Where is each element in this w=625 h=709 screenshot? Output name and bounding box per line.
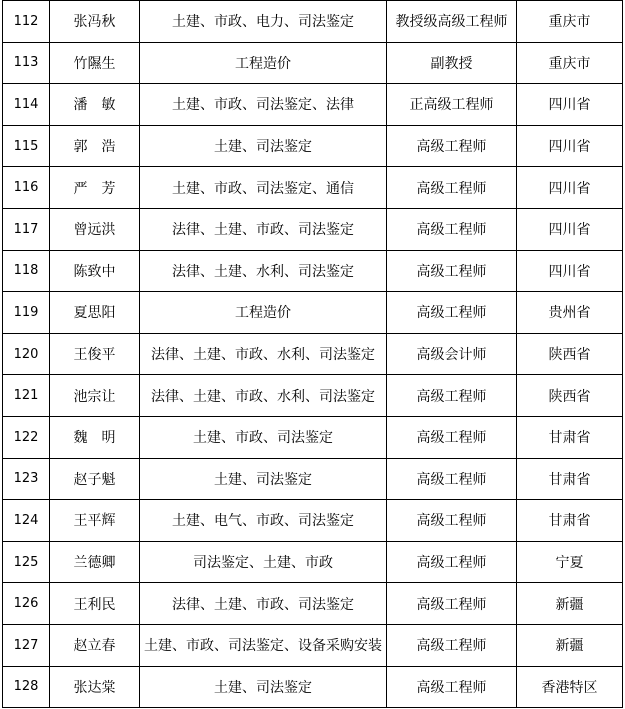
table-row <box>3 167 623 209</box>
expert-name-cell: 王平辉 <box>50 500 140 542</box>
specialty-field-cell: 法律、土建、市政、水利、司法鉴定 <box>140 375 387 417</box>
row-number-cell: 126 <box>3 583 50 625</box>
specialty-field-cell: 土建、市政、司法鉴定、设备采购安装 <box>140 624 387 666</box>
expert-table <box>2 0 623 708</box>
row-number-cell: 121 <box>3 375 50 417</box>
professional-title-cell: 高级工程师 <box>387 208 517 250</box>
row-number-cell: 114 <box>3 84 50 126</box>
expert-name-cell: 魏 明 <box>50 416 140 458</box>
expert-name-cell: 池宗让 <box>50 375 140 417</box>
professional-title-cell: 高级工程师 <box>387 541 517 583</box>
table-row <box>3 541 623 583</box>
specialty-field-cell: 法律、土建、水利、司法鉴定 <box>140 250 387 292</box>
region-cell: 四川省 <box>517 84 623 126</box>
region-cell: 香港特区 <box>517 666 623 708</box>
row-number-cell: 124 <box>3 500 50 542</box>
specialty-field-cell: 司法鉴定、土建、市政 <box>140 541 387 583</box>
specialty-field-cell: 土建、市政、电力、司法鉴定 <box>140 1 387 43</box>
table-row <box>3 583 623 625</box>
region-cell: 新疆 <box>517 624 623 666</box>
specialty-field-cell: 法律、土建、市政、水利、司法鉴定 <box>140 333 387 375</box>
table-row <box>3 416 623 458</box>
table-row <box>3 42 623 84</box>
professional-title-cell: 高级工程师 <box>387 624 517 666</box>
professional-title-cell: 高级工程师 <box>387 500 517 542</box>
table-row <box>3 84 623 126</box>
professional-title-cell: 高级工程师 <box>387 375 517 417</box>
professional-title-cell: 正高级工程师 <box>387 84 517 126</box>
professional-title-cell: 高级工程师 <box>387 666 517 708</box>
region-cell: 陕西省 <box>517 375 623 417</box>
specialty-field-cell: 土建、司法鉴定 <box>140 666 387 708</box>
region-cell: 重庆市 <box>517 42 623 84</box>
table-row <box>3 624 623 666</box>
region-cell: 甘肃省 <box>517 416 623 458</box>
specialty-field-cell: 法律、土建、市政、司法鉴定 <box>140 583 387 625</box>
specialty-field-cell: 工程造价 <box>140 42 387 84</box>
expert-name-cell: 郭 浩 <box>50 125 140 167</box>
professional-title-cell: 高级工程师 <box>387 250 517 292</box>
row-number-cell: 122 <box>3 416 50 458</box>
expert-name-cell: 竹隰生 <box>50 42 140 84</box>
row-number-cell: 115 <box>3 125 50 167</box>
professional-title-cell: 高级会计师 <box>387 333 517 375</box>
expert-name-cell: 潘 敏 <box>50 84 140 126</box>
row-number-cell: 128 <box>3 666 50 708</box>
expert-name-cell: 赵子魁 <box>50 458 140 500</box>
row-number-cell: 125 <box>3 541 50 583</box>
row-number-cell: 113 <box>3 42 50 84</box>
specialty-field-cell: 法律、土建、市政、司法鉴定 <box>140 208 387 250</box>
professional-title-cell: 副教授 <box>387 42 517 84</box>
professional-title-cell: 高级工程师 <box>387 167 517 209</box>
region-cell: 四川省 <box>517 208 623 250</box>
expert-table-body <box>3 1 623 708</box>
professional-title-cell: 教授级高级工程师 <box>387 1 517 43</box>
table-row <box>3 125 623 167</box>
table-row <box>3 250 623 292</box>
table-row <box>3 375 623 417</box>
professional-title-cell: 高级工程师 <box>387 292 517 334</box>
expert-name-cell: 曾远洪 <box>50 208 140 250</box>
row-number-cell: 119 <box>3 292 50 334</box>
table-row <box>3 666 623 708</box>
table-row <box>3 208 623 250</box>
region-cell: 重庆市 <box>517 1 623 43</box>
expert-name-cell: 张达棠 <box>50 666 140 708</box>
row-number-cell: 127 <box>3 624 50 666</box>
professional-title-cell: 高级工程师 <box>387 416 517 458</box>
row-number-cell: 123 <box>3 458 50 500</box>
specialty-field-cell: 土建、市政、司法鉴定 <box>140 416 387 458</box>
specialty-field-cell: 土建、市政、司法鉴定、法律 <box>140 84 387 126</box>
professional-title-cell: 高级工程师 <box>387 458 517 500</box>
specialty-field-cell: 工程造价 <box>140 292 387 334</box>
expert-name-cell: 赵立春 <box>50 624 140 666</box>
professional-title-cell: 高级工程师 <box>387 583 517 625</box>
region-cell: 四川省 <box>517 167 623 209</box>
specialty-field-cell: 土建、司法鉴定 <box>140 125 387 167</box>
specialty-field-cell: 土建、电气、市政、司法鉴定 <box>140 500 387 542</box>
region-cell: 新疆 <box>517 583 623 625</box>
professional-title-cell: 高级工程师 <box>387 125 517 167</box>
expert-name-cell: 兰德卿 <box>50 541 140 583</box>
row-number-cell: 112 <box>3 1 50 43</box>
table-row <box>3 458 623 500</box>
row-number-cell: 118 <box>3 250 50 292</box>
table-row <box>3 500 623 542</box>
table-row <box>3 292 623 334</box>
expert-name-cell: 张冯秋 <box>50 1 140 43</box>
table-row <box>3 1 623 43</box>
region-cell: 贵州省 <box>517 292 623 334</box>
region-cell: 陕西省 <box>517 333 623 375</box>
expert-name-cell: 严 芳 <box>50 167 140 209</box>
table-row <box>3 333 623 375</box>
region-cell: 甘肃省 <box>517 500 623 542</box>
expert-name-cell: 王俊平 <box>50 333 140 375</box>
expert-name-cell: 夏思阳 <box>50 292 140 334</box>
row-number-cell: 120 <box>3 333 50 375</box>
expert-name-cell: 陈致中 <box>50 250 140 292</box>
specialty-field-cell: 土建、市政、司法鉴定、通信 <box>140 167 387 209</box>
row-number-cell: 117 <box>3 208 50 250</box>
row-number-cell: 116 <box>3 167 50 209</box>
specialty-field-cell: 土建、司法鉴定 <box>140 458 387 500</box>
region-cell: 宁夏 <box>517 541 623 583</box>
region-cell: 甘肃省 <box>517 458 623 500</box>
expert-name-cell: 王利民 <box>50 583 140 625</box>
region-cell: 四川省 <box>517 250 623 292</box>
region-cell: 四川省 <box>517 125 623 167</box>
